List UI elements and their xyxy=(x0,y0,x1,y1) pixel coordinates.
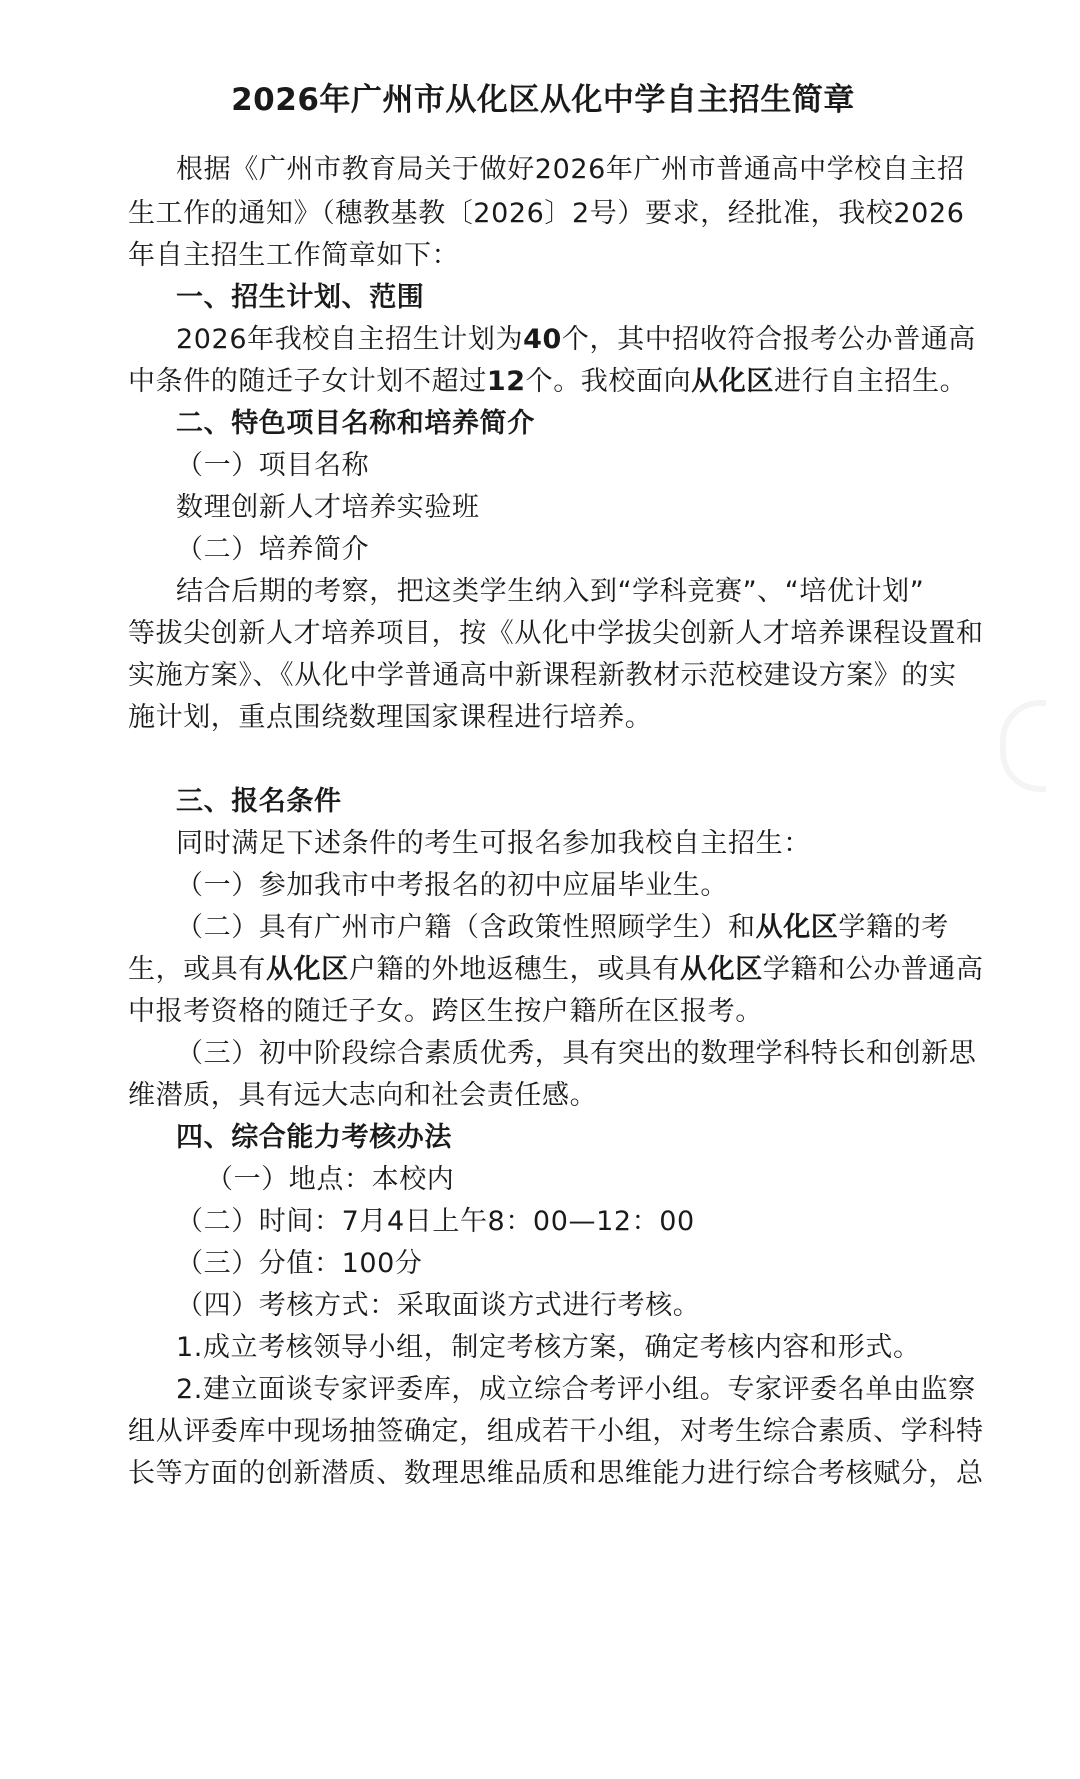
text-span: 进行自主招生。 xyxy=(774,366,968,397)
quota-migrant: 12 xyxy=(486,366,526,397)
document-title: 2026年广州市从化区从化中学自主招生简章 xyxy=(231,82,855,118)
exam-place: （一）地点：本校内 xyxy=(206,1164,455,1195)
text-span: 学籍的考 xyxy=(838,912,949,943)
section2-desc-4: 施计划，重点围绕数理国家课程进行培养。 xyxy=(128,702,653,733)
section3-intro: 同时满足下述条件的考生可报名参加我校自主招生： xyxy=(176,828,811,859)
step-1: 1.成立考核领导小组，制定考核方案，确定考核内容和形式。 xyxy=(176,1332,921,1363)
section4-heading: 四、综合能力考核办法 xyxy=(176,1122,452,1153)
exam-method: （四）考核方式：采取面谈方式进行考核。 xyxy=(176,1290,701,1321)
condition-3-line-2: 维潜质，具有远大志向和社会责任感。 xyxy=(128,1080,598,1111)
section3-heading: 三、报名条件 xyxy=(176,786,342,817)
intro-line-3: 年自主招生工作简章如下： xyxy=(128,240,460,271)
step-2-line-2: 组从评委库中现场抽签确定，组成若干小组，对考生综合素质、学科特 xyxy=(128,1416,984,1447)
text-span: 学籍和公办普通高 xyxy=(762,954,984,985)
intro-line-1: 根据《广州市教育局关于做好2026年广州市普通高中学校自主招 xyxy=(176,154,965,185)
quota-total: 40 xyxy=(523,324,562,355)
exam-score: （三）分值：100分 xyxy=(176,1248,423,1279)
text-span: 2026年我校自主招生计划为 xyxy=(176,324,524,355)
project-name: 数理创新人才培养实验班 xyxy=(176,492,480,523)
condition-2-line-1 xyxy=(176,910,949,946)
text-span: （二）具有广州市户籍（含政策性照顾学生）和 xyxy=(176,912,756,943)
scan-artifact xyxy=(1000,700,1046,792)
text-span: 生，或具有 xyxy=(128,954,266,985)
section1-line-1 xyxy=(176,322,976,358)
section1-heading: 一、招生计划、范围 xyxy=(176,282,425,313)
step-2-line-3: 长等方面的创新潜质、数理思维品质和思维能力进行综合考核赋分，总 xyxy=(128,1458,984,1489)
section2-desc-1: 结合后期的考察，把这类学生纳入到“学科竞赛”、“培优计划” xyxy=(176,576,925,607)
condition-3-line-1: （三）初中阶段综合素质优秀，具有突出的数理学科特长和创新思 xyxy=(176,1038,977,1069)
text-span: 户籍的外地返穗生，或具有 xyxy=(348,954,681,985)
district-name: 从化区 xyxy=(691,366,775,397)
section2-heading: 二、特色项目名称和培养简介 xyxy=(176,408,535,439)
section2-sub2: （二）培养简介 xyxy=(176,534,370,565)
condition-1: （一）参加我市中考报名的初中应届毕业生。 xyxy=(176,870,728,901)
text-span: 中条件的随迁子女计划不超过 xyxy=(128,366,487,397)
text-span: 个。我校面向 xyxy=(525,366,692,397)
section2-desc-2: 等拔尖创新人才培养项目，按《从化中学拔尖创新人才培养课程设置和 xyxy=(128,618,984,649)
section2-desc-3: 实施方案》、《从化中学普通高中新课程新教材示范校建设方案》的实 xyxy=(128,660,957,691)
exam-time: （二）时间：7月4日上午8：00—12：00 xyxy=(176,1206,695,1237)
section1-line-2 xyxy=(128,364,967,400)
condition-2-line-3: 中报考资格的随迁子女。跨区生按户籍所在区报考。 xyxy=(128,996,763,1027)
district-name: 从化区 xyxy=(755,912,839,943)
step-2-line-1: 2.建立面谈专家评委库，成立综合考评小组。专家评委名单由监察 xyxy=(176,1374,976,1405)
district-name: 从化区 xyxy=(680,954,763,985)
section2-sub1: （一）项目名称 xyxy=(176,450,370,481)
intro-line-2: 生工作的通知》（穗教基教〔2026〕2号）要求，经批准，我校2026 xyxy=(128,198,965,229)
text-span: 个，其中招收符合报考公办普通高 xyxy=(561,324,976,355)
condition-2-line-2 xyxy=(128,952,984,988)
district-name: 从化区 xyxy=(266,954,349,985)
